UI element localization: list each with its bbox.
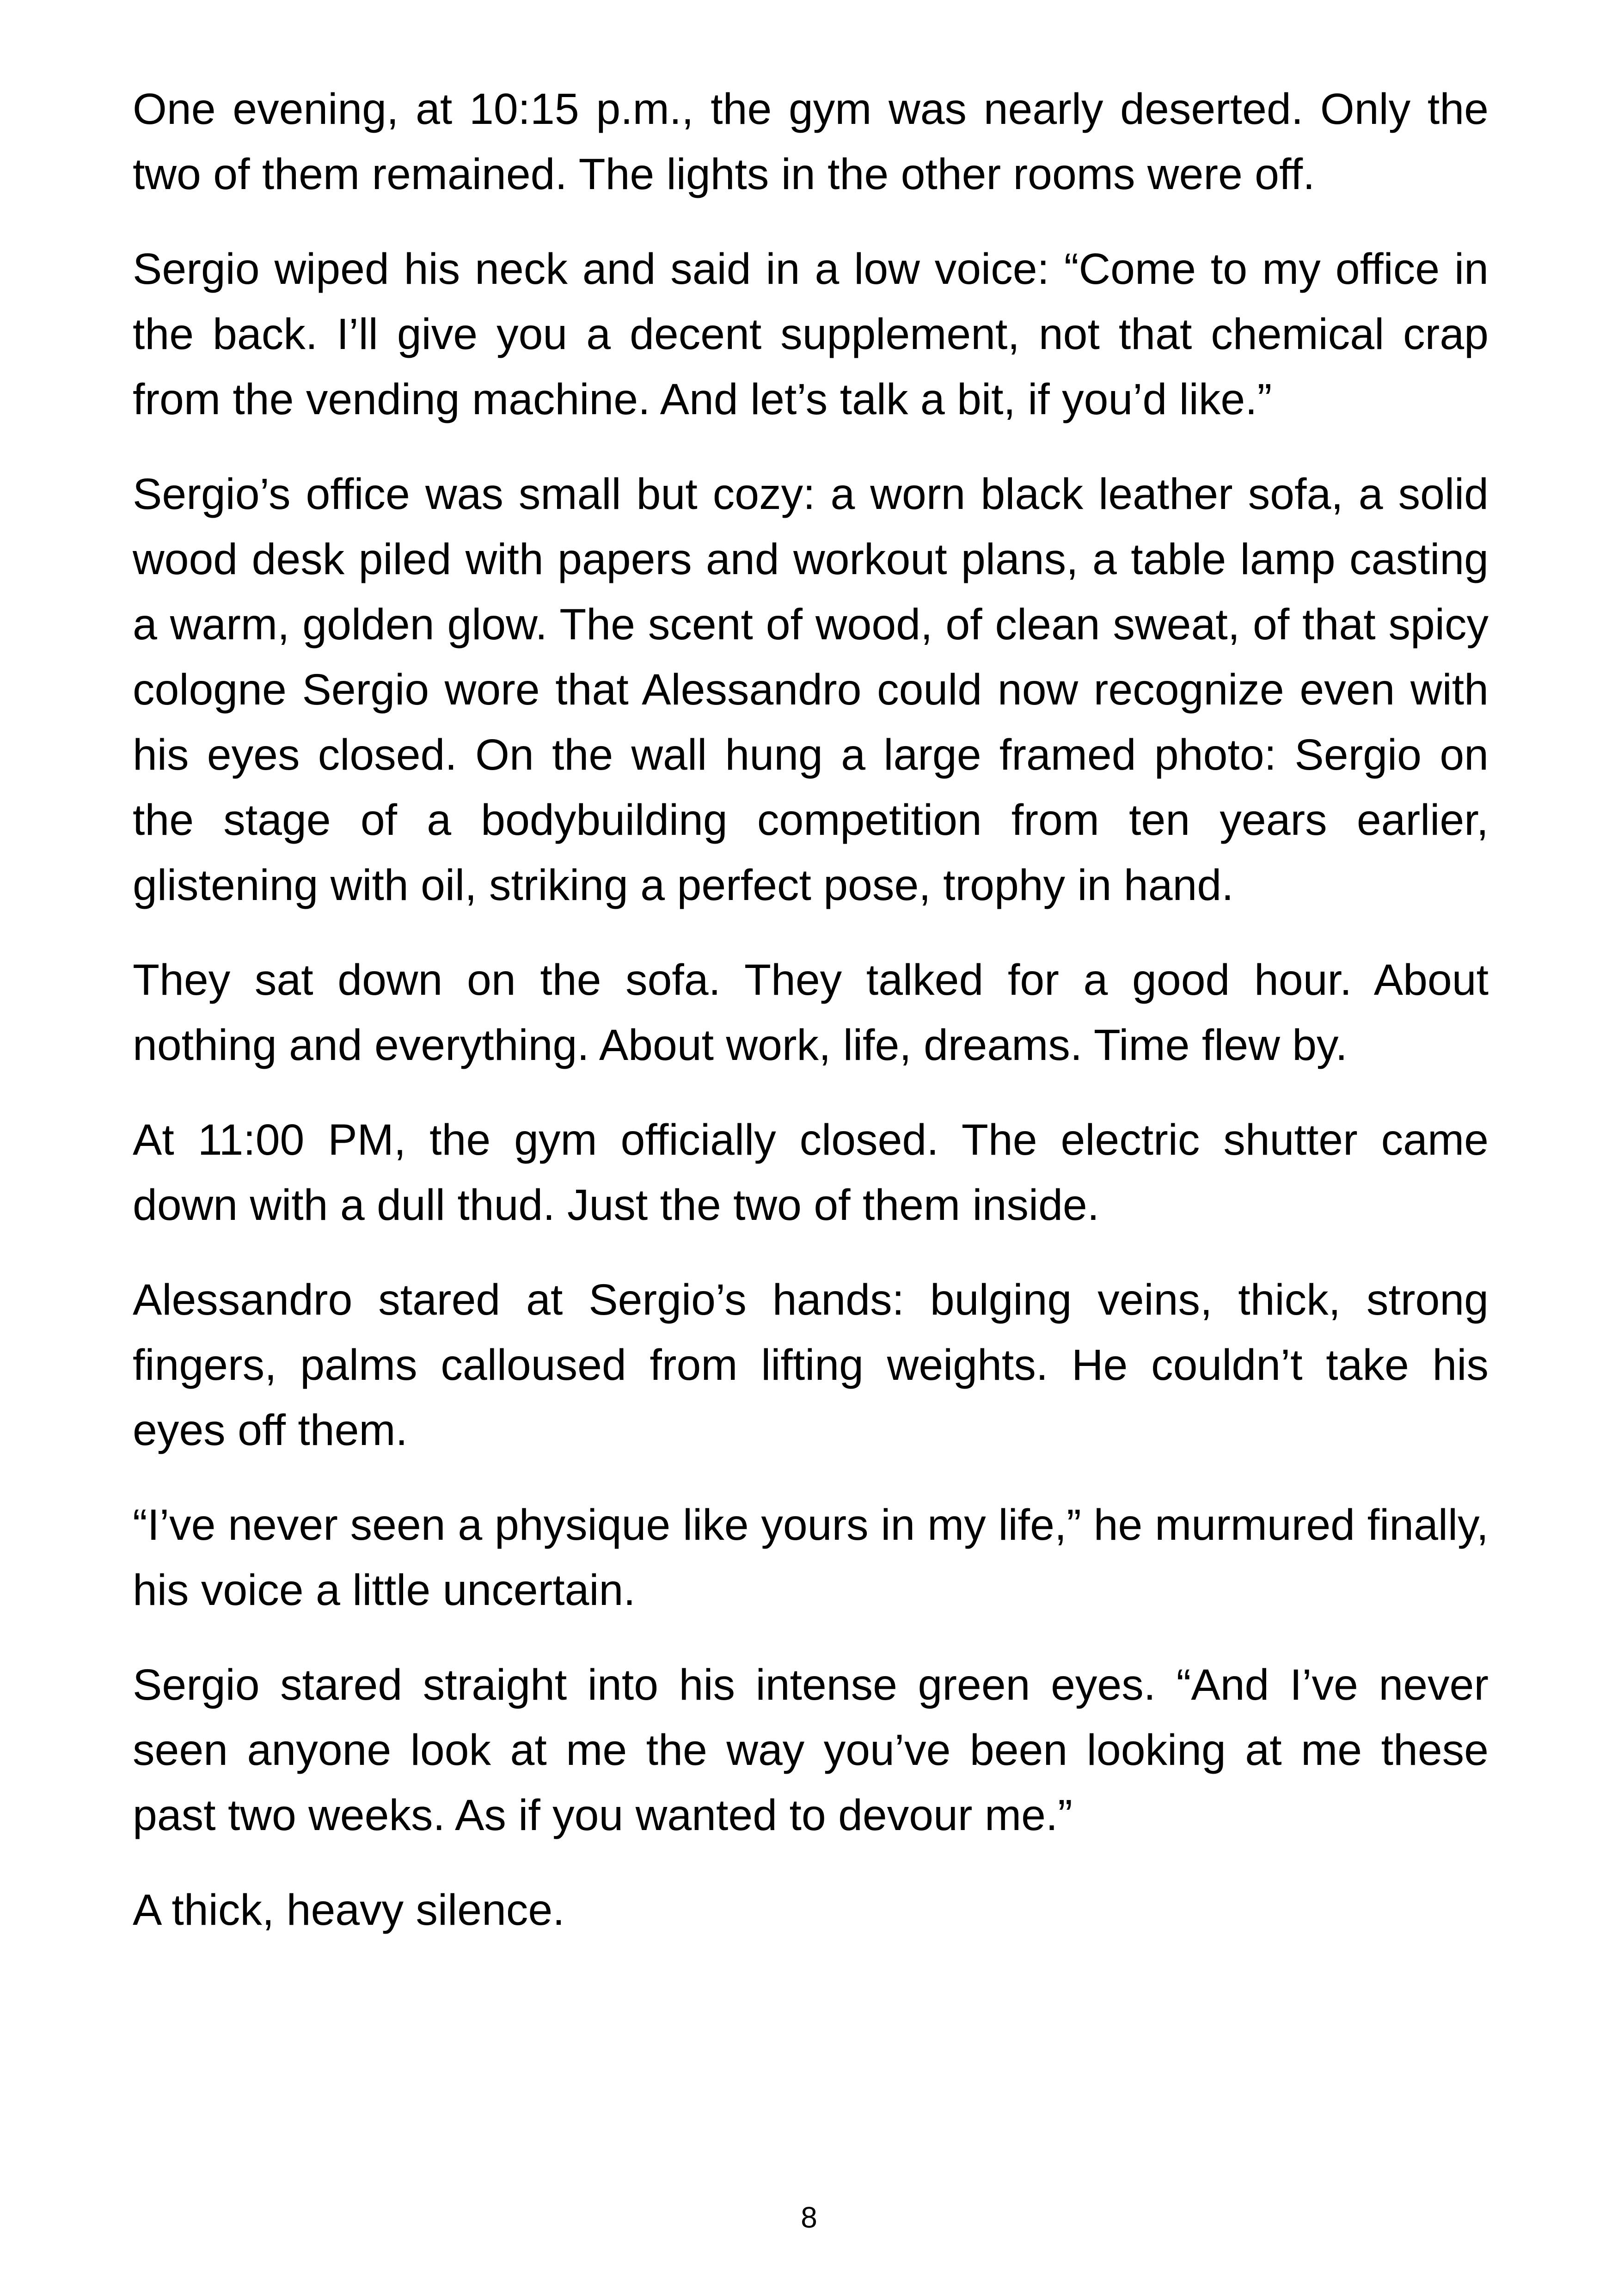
paragraph-4: They sat down on the sofa. They talked for a good hour. About nothing and everything. About work, life, dreams. Time flew by.: [133, 955, 1489, 1070]
paragraph-3: Sergio’s office was small but cozy: a worn black leather sofa, a solid wood desk piled with papers and workout plans, a table lamp casting a warm, golden glow. The scent of wood, of clean sweat, of that spicy cologne Sergio wore that Alessandro could now recognize even with his eyes closed. On the wall hung a large framed photo: Sergio on the stage of a bodybuilding competition from ten years earlier, glistening with oil, striking a perfect pose, trophy in hand.: [133, 470, 1489, 910]
paragraph-7: “I’ve never seen a physique like yours in my life,” he murmured finally, his voice a little uncertain.: [133, 1500, 1489, 1615]
paragraph-9: A thick, heavy silence.: [133, 1886, 565, 1935]
body-text: [133, 77, 1489, 1972]
paragraph-2: Sergio wiped his neck and said in a low voice: “Come to my office in the back. I’ll give you a decent supplement, not that chemical crap from the vending machine. And let’s talk a bit, if you’d like.”: [133, 245, 1489, 424]
paragraph-1: One evening, at 10:15 p.m., the gym was nearly deserted. Only the two of them remained. The lights in the other rooms were off.: [133, 85, 1489, 199]
paragraph-6: Alessandro stared at Sergio’s hands: bulging veins, thick, strong fingers, palms calloused from lifting weights. He couldn’t take his eyes off them.: [133, 1275, 1489, 1455]
paragraph-5: At 11:00 PM, the gym officially closed. The electric shutter came down with a dull thud. Just the two of them inside.: [133, 1115, 1489, 1230]
page-number: 8: [801, 2201, 817, 2234]
paragraph-8: Sergio stared straight into his intense green eyes. “And I’ve never seen anyone look at me the way you’ve been looking at me these past two weeks. As if you wanted to devour me.”: [133, 1660, 1489, 1840]
